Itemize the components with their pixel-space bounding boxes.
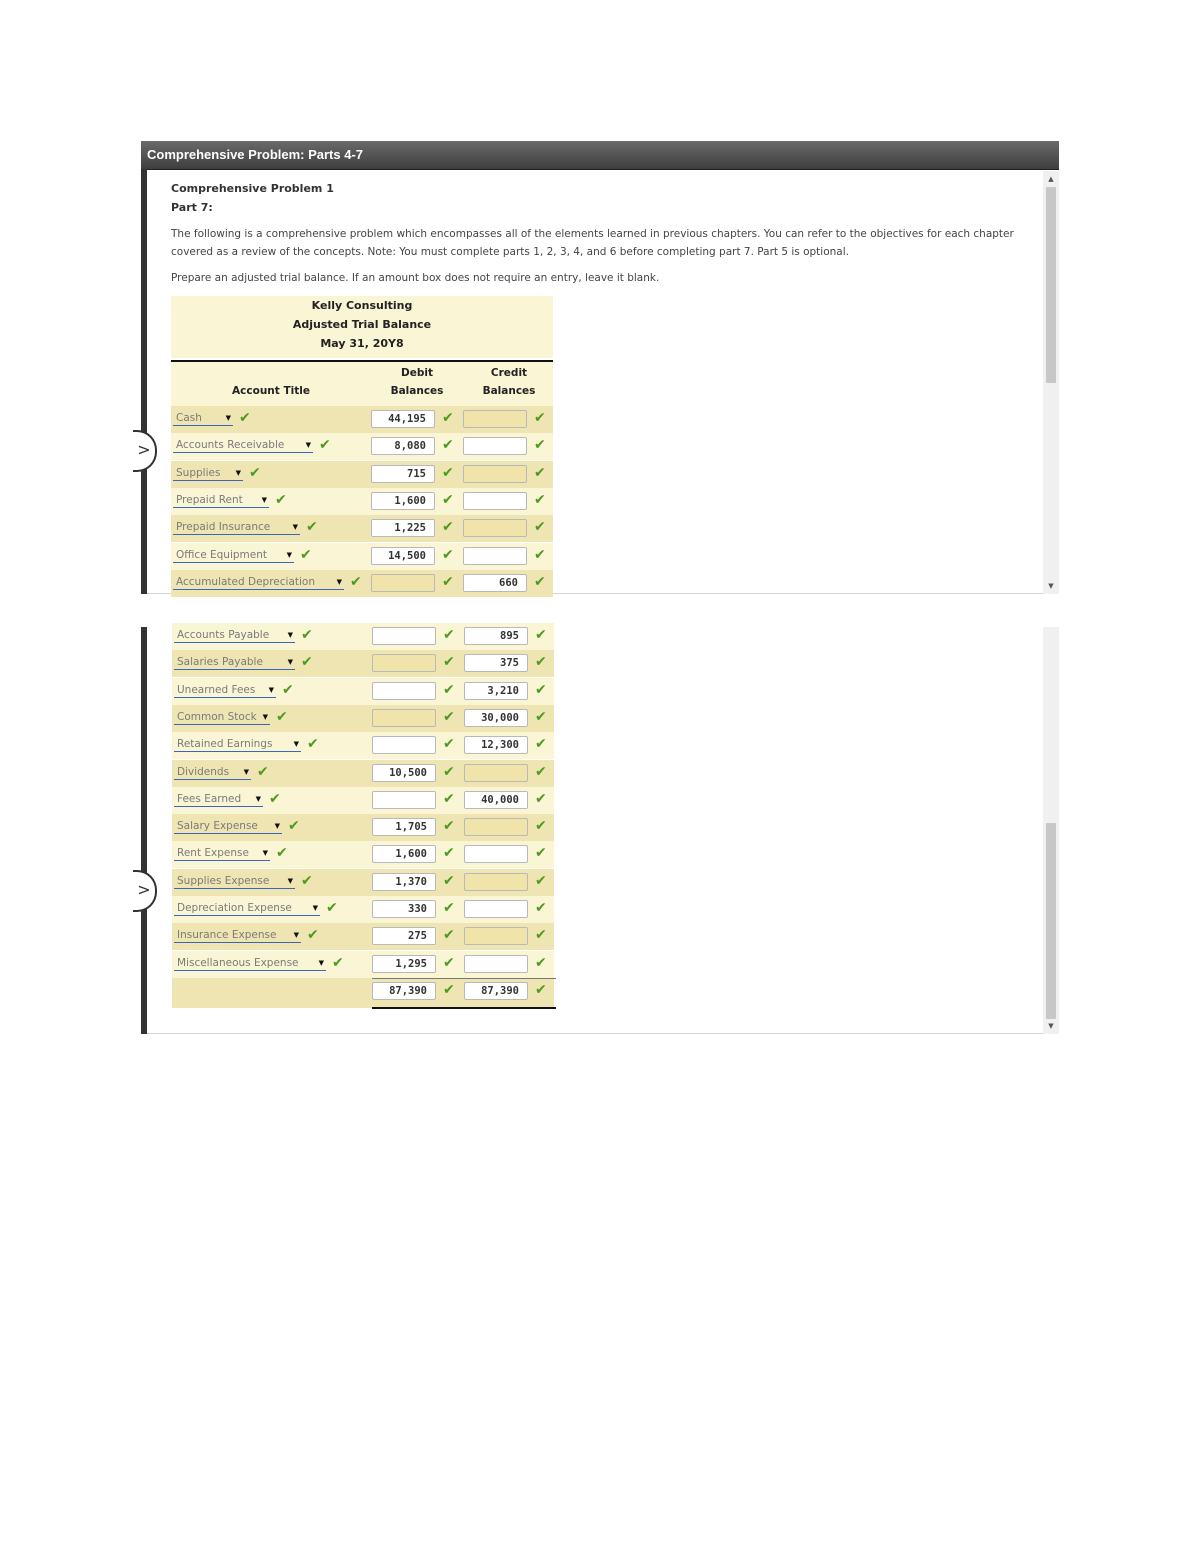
expand-toggle-button[interactable] (133, 430, 157, 472)
check-icon: ✔ (443, 900, 455, 916)
check-icon: ✔ (442, 464, 454, 481)
scroll-up-icon[interactable]: ▲ (1048, 175, 1054, 183)
check-icon: ✔ (534, 546, 546, 563)
account-select[interactable] (174, 655, 295, 670)
check-icon: ✔ (535, 763, 547, 780)
check-icon: ✔ (535, 927, 547, 944)
check-icon: ✔ (300, 546, 312, 563)
account-select-value: Accounts Receivable (176, 439, 285, 452)
account-select[interactable] (174, 956, 326, 971)
panel-title-bar (141, 141, 1059, 170)
debit-amount-input[interactable]: 8,080 (371, 437, 435, 455)
dropdown-arrow-icon: ▼ (287, 631, 293, 639)
scroll-thumb[interactable] (1046, 187, 1056, 383)
check-icon: ✔ (443, 736, 455, 753)
debit-amount-input[interactable]: 1,600 (371, 492, 435, 510)
credit-amount-input[interactable] (463, 410, 527, 428)
total-underline (372, 1007, 556, 1009)
debit-amount-input[interactable] (372, 682, 436, 700)
table-row (172, 869, 554, 896)
check-icon: ✔ (443, 872, 455, 889)
credit-amount-input[interactable] (463, 547, 527, 565)
dropdown-arrow-icon: ▼ (225, 414, 231, 422)
debit-amount-input[interactable]: 275 (372, 927, 436, 945)
panel-title: Comprehensive Problem: Parts 4-7 (147, 147, 364, 162)
company-name: Kelly Consulting (311, 299, 413, 312)
check-icon: ✔ (443, 954, 455, 971)
check-icon: ✔ (535, 627, 547, 643)
check-icon: ✔ (442, 491, 454, 508)
check-icon: ✔ (534, 519, 546, 536)
credit-amount-input[interactable] (463, 492, 527, 510)
credit-amount-input[interactable] (464, 955, 528, 973)
account-select-value: Insurance Expense (177, 929, 277, 942)
check-icon: ✔ (443, 627, 455, 643)
account-select[interactable] (173, 575, 344, 590)
check-icon: ✔ (306, 519, 318, 536)
check-icon: ✔ (535, 790, 547, 807)
worksheet-heading (171, 296, 553, 358)
column-header-row (171, 360, 553, 407)
table-row (171, 488, 553, 515)
panel-left-border (141, 169, 147, 594)
account-select-value: Retained Earnings (177, 738, 273, 751)
check-icon: ✔ (442, 437, 454, 454)
account-select-value: Salaries Payable (177, 656, 263, 669)
account-select-value: Cash (176, 412, 202, 424)
debit-amount-input[interactable]: 1,600 (372, 845, 436, 863)
debit-amount-input[interactable]: 330 (372, 900, 436, 918)
debit-amount-input[interactable]: 1,370 (372, 873, 436, 891)
table-row (172, 841, 554, 868)
credit-amount-input[interactable] (464, 764, 528, 782)
check-icon: ✔ (332, 954, 344, 971)
account-select[interactable] (174, 846, 270, 861)
check-icon: ✔ (443, 681, 455, 698)
table-row (172, 760, 554, 787)
check-icon: ✔ (443, 981, 455, 998)
check-icon: ✔ (535, 818, 547, 835)
account-select[interactable] (174, 792, 263, 807)
expand-toggle-button[interactable] (133, 870, 157, 912)
account-select[interactable] (174, 874, 295, 889)
check-icon: ✔ (442, 519, 454, 536)
check-icon: ✔ (249, 464, 261, 481)
debit-amount-input[interactable] (372, 654, 436, 672)
account-select[interactable] (174, 628, 295, 643)
panel-bottom-border (147, 1033, 1059, 1034)
dropdown-arrow-icon: ▼ (255, 794, 261, 803)
check-icon: ✔ (535, 736, 547, 753)
check-icon: ✔ (443, 763, 455, 780)
check-icon: ✔ (442, 410, 454, 426)
check-icon: ✔ (276, 845, 288, 862)
table-row (171, 461, 553, 488)
dropdown-arrow-icon: ▼ (305, 441, 311, 450)
check-icon: ✔ (535, 654, 547, 671)
table-row (172, 623, 554, 650)
debit-total-input[interactable]: 87,390 (372, 982, 436, 1000)
col-header-credit: Credit Balances (482, 367, 536, 397)
scrollbar[interactable] (1043, 627, 1059, 1034)
debit-amount-input[interactable]: 44,195 (371, 410, 435, 428)
totals-row (172, 978, 554, 1008)
chevron-right-icon: > (137, 440, 151, 459)
account-select[interactable] (174, 901, 320, 916)
check-icon: ✔ (319, 437, 331, 454)
credit-amount-input[interactable] (464, 873, 528, 891)
check-icon: ✔ (326, 900, 338, 916)
trial-balance-worksheet (171, 296, 553, 596)
debit-amount-input[interactable]: 14,500 (371, 547, 435, 565)
check-icon: ✔ (534, 437, 546, 454)
dropdown-arrow-icon: ▼ (287, 876, 293, 885)
account-select-value: Dividends (177, 765, 230, 778)
account-select-value: Rent Expense (177, 847, 249, 860)
table-row (172, 896, 554, 923)
panel-left-border (141, 627, 147, 1034)
scroll-down-icon[interactable]: ▼ (1048, 1022, 1054, 1030)
trial-balance-worksheet-continued (172, 627, 554, 1017)
debit-amount-input[interactable]: 1,705 (372, 818, 436, 836)
account-select[interactable] (173, 438, 313, 453)
check-icon: ✔ (288, 818, 300, 835)
check-icon: ✔ (276, 708, 288, 725)
account-select[interactable] (174, 683, 276, 698)
check-icon: ✔ (535, 708, 547, 725)
account-select-value: Prepaid Insurance (176, 521, 271, 534)
dropdown-arrow-icon: ▼ (293, 740, 299, 749)
check-icon: ✔ (535, 981, 547, 998)
credit-amount-input[interactable] (464, 900, 528, 918)
check-icon: ✔ (535, 845, 547, 862)
check-icon: ✔ (534, 573, 546, 590)
table-row (172, 787, 554, 814)
debit-amount-input[interactable]: 1,225 (371, 519, 435, 537)
check-icon: ✔ (443, 790, 455, 807)
check-icon: ✔ (443, 927, 455, 944)
credit-amount-input[interactable] (464, 927, 528, 945)
credit-amount-input[interactable] (463, 519, 527, 537)
table-row (172, 923, 554, 950)
statement-date: May 31, 20Y8 (320, 337, 404, 350)
debit-amount-input[interactable] (372, 736, 436, 754)
account-select[interactable] (173, 466, 243, 481)
problem-panel-top (137, 141, 1059, 594)
account-select[interactable] (174, 928, 301, 943)
table-row (171, 406, 553, 433)
table-row (172, 678, 554, 705)
check-icon: ✔ (239, 410, 251, 426)
check-icon: ✔ (443, 708, 455, 725)
problem-panel-bottom (137, 627, 1059, 1034)
check-icon: ✔ (535, 872, 547, 889)
part-label: Part 7: (171, 201, 213, 214)
credit-amount-input[interactable] (464, 845, 528, 863)
table-row (172, 814, 554, 841)
statement-name: Adjusted Trial Balance (292, 318, 432, 331)
debit-amount-input[interactable] (372, 709, 436, 727)
table-row (172, 951, 554, 978)
account-select-value: Unearned Fees (177, 683, 256, 696)
table-row (172, 732, 554, 759)
account-select-value: Accumulated Depreciation (176, 575, 316, 588)
dropdown-arrow-icon: ▼ (274, 822, 280, 831)
credit-amount-input[interactable]: 3,210 (464, 682, 528, 700)
col-header-account: Account Title (232, 385, 310, 397)
check-icon: ✔ (275, 491, 287, 508)
credit-amount-input[interactable] (463, 465, 527, 483)
account-select[interactable] (174, 819, 282, 834)
check-icon: ✔ (257, 763, 269, 780)
account-select-value: Fees Earned (177, 792, 242, 805)
check-icon: ✔ (443, 845, 455, 862)
credit-amount-input[interactable]: 30,000 (464, 709, 528, 727)
table-row (171, 543, 553, 570)
task-text: Prepare an adjusted trial balance. If an amount box does not require an entry, leave it blank. (171, 272, 660, 284)
dropdown-arrow-icon: ▼ (293, 931, 299, 940)
check-icon: ✔ (534, 410, 546, 426)
account-select-value: Supplies Expense (177, 874, 270, 887)
credit-amount-input[interactable]: 12,300 (464, 736, 528, 754)
dropdown-arrow-icon: ▼ (243, 767, 249, 776)
credit-total-input[interactable]: 87,390 (464, 982, 528, 1000)
debit-amount-input[interactable]: 10,500 (372, 764, 436, 782)
dropdown-arrow-icon: ▼ (336, 577, 342, 586)
check-icon: ✔ (269, 790, 281, 807)
account-select-value: Accounts Payable (177, 629, 270, 641)
problem-content (171, 179, 1031, 287)
debit-amount-input[interactable] (371, 574, 435, 592)
check-icon: ✔ (301, 872, 313, 889)
check-icon: ✔ (350, 573, 362, 590)
total-divider-line (372, 978, 556, 979)
debit-amount-input[interactable]: 715 (371, 465, 435, 483)
check-icon: ✔ (307, 736, 319, 753)
table-row (171, 433, 553, 460)
credit-amount-input[interactable]: 660 (463, 574, 527, 592)
check-icon: ✔ (442, 573, 454, 590)
check-icon: ✔ (301, 654, 313, 671)
credit-amount-input[interactable] (463, 437, 527, 455)
check-icon: ✔ (535, 681, 547, 698)
debit-amount-input[interactable] (372, 627, 436, 645)
dropdown-arrow-icon: ▼ (235, 468, 241, 477)
table-row (172, 650, 554, 677)
table-row (171, 515, 553, 542)
account-select[interactable] (173, 520, 300, 535)
credit-amount-input[interactable]: 40,000 (464, 791, 528, 809)
col-header-debit: Debit Balances (390, 367, 444, 397)
check-icon: ✔ (307, 927, 319, 944)
check-icon: ✔ (535, 900, 547, 916)
table-row (172, 705, 554, 732)
dropdown-arrow-icon: ▼ (262, 712, 268, 721)
intro-text: The following is a comprehensive problem which encompasses all of the elements learned in previous chapters. You can refer to the objectives for each chapter covered as a review of the concepts. Note: You must complete parts 1, 2, 3, 4, and 6 before completing part 7. Part 5 is optional. (171, 228, 1014, 258)
credit-amount-input[interactable]: 375 (464, 654, 528, 672)
dropdown-arrow-icon: ▼ (262, 849, 268, 858)
check-icon: ✔ (301, 627, 313, 643)
scroll-down-icon[interactable]: ▼ (1048, 582, 1054, 590)
table-row (171, 570, 553, 597)
dropdown-arrow-icon: ▼ (312, 904, 318, 912)
problem-title: Comprehensive Problem 1 (171, 182, 334, 195)
dropdown-arrow-icon: ▼ (286, 550, 292, 559)
scroll-thumb[interactable] (1046, 823, 1056, 1019)
dropdown-arrow-icon: ▼ (261, 495, 267, 504)
account-select[interactable] (174, 765, 251, 780)
dropdown-arrow-icon: ▼ (292, 523, 298, 532)
account-select[interactable] (173, 548, 294, 563)
check-icon: ✔ (443, 818, 455, 835)
check-icon: ✔ (535, 954, 547, 971)
check-icon: ✔ (443, 654, 455, 671)
account-select-value: Office Equipment (176, 548, 267, 561)
credit-amount-input[interactable]: 895 (464, 627, 528, 645)
debit-amount-input[interactable] (372, 791, 436, 809)
account-select-value: Depreciation Expense (177, 902, 292, 914)
account-select-value: Miscellaneous Expense (177, 956, 299, 969)
account-select[interactable] (173, 493, 269, 508)
account-select[interactable] (174, 737, 301, 752)
account-select-value: Common Stock (177, 710, 257, 723)
account-select[interactable] (173, 411, 233, 426)
check-icon: ✔ (534, 491, 546, 508)
dropdown-arrow-icon: ▼ (287, 658, 293, 667)
debit-amount-input[interactable]: 1,295 (372, 955, 436, 973)
check-icon: ✔ (442, 546, 454, 563)
dropdown-arrow-icon: ▼ (268, 685, 274, 694)
check-icon: ✔ (282, 681, 294, 698)
check-icon: ✔ (534, 464, 546, 481)
scrollbar[interactable] (1043, 171, 1059, 594)
dropdown-arrow-icon: ▼ (318, 958, 324, 967)
account-select-value: Supplies (176, 466, 221, 479)
account-select[interactable] (174, 710, 270, 725)
credit-amount-input[interactable] (464, 818, 528, 836)
chevron-right-icon: > (137, 880, 151, 899)
account-select-value: Salary Expense (177, 820, 258, 833)
account-select-value: Prepaid Rent (176, 493, 243, 506)
